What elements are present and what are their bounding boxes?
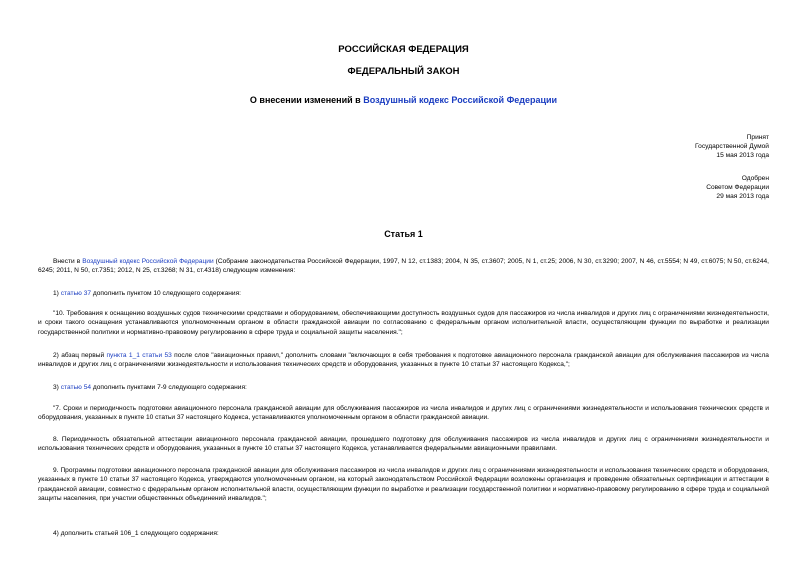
quote-point-8: 8. Периодичность обязательной аттестации авиационного персонала гражданской авиации, прошедшего подготовку для обслуживания пассажиров из числа инвалидов и других лиц с ограничениями жизнедеятельности и использования технических средств и оборудования, указанных в пункте 10 статьи 37 настоящего Кодекса, устанавливается федеральными авиационными правилами.: [38, 436, 769, 453]
air-code-link[interactable]: Воздушный кодекс Российской Федерации: [363, 95, 558, 105]
item-3-rest: дополнить пунктами 7-9 следующего содержания:: [91, 384, 247, 391]
quote-point-9: 9. Программы подготовки авиационного персонала гражданской авиации для обслуживания пассажиров из числа инвалидов и других лиц с ограничениями жизнедеятельности и использования технических средств и оборудования, указанных в пункте 10 статьи 37 настоящего Кодекса, утверждаются уполномоченным органом, на который законодательством Российской Федерации возложены организация и проведение обязательных сертификации и аттестации в гражданской авиации, совместно с федеральным органом исполнительной власти, осуществляющим функции по выработке и реализации государственной политики и нормативно-правовому регулированию в сфере труда и социальной защиты населения, при участии общественных объединений инвалидов.";: [38, 467, 769, 503]
item-4: 4) дополнить статьей 106_1 следующего содержания:: [53, 530, 219, 537]
law-title: [0, 95, 807, 105]
article-53-link[interactable]: пункта 1_1 статьи 53: [106, 352, 172, 359]
accepted-by: Государственной Думой: [695, 143, 769, 150]
law-type-heading: ФЕДЕРАЛЬНЫЙ ЗАКОН: [347, 66, 460, 77]
item-3-prefix: 3): [53, 384, 61, 391]
item-2-prefix: 2) абзац первый: [53, 352, 107, 359]
approved-label: Одобрен: [741, 175, 769, 182]
article-54-link[interactable]: статью 54: [60, 384, 92, 391]
accepted-date: 15 мая 2013 года: [716, 152, 769, 159]
item-3: [38, 383, 769, 392]
article-heading: Статья 1: [384, 229, 423, 239]
accepted-block: [695, 133, 769, 160]
law-title-prefix: О внесении изменений в: [249, 95, 364, 105]
quote-point-10: "10. Требования к оснащению воздушных судов техническими средствами и оборудованием, обеспечивающими доступность воздушных судов для пассажиров из числа инвалидов и других лиц с ограничениями жизнедеятельности, и сроки такого оснащения устанавливаются уполномоченным органом в области гражданской авиации по согласованию с федеральным органом исполнительной власти, осуществляющим функции по выработке и реализации государственной политики и нормативно-правовому регулированию в сфере труда и социальной защиты населения.";: [38, 310, 769, 336]
intro-prefix: Внести в: [53, 258, 83, 265]
quote-point-7: "7. Сроки и периодичность подготовки авиационного персонала гражданской авиации для обслуживания пассажиров из числа инвалидов и других лиц с ограничениями жизнедеятельности и использования технических средств и оборудования, указанных в пункте 10 статьи 37 настоящего Кодекса, устанавливаются уполномоченным органом в области гражданской авиации.: [38, 405, 769, 422]
intro-paragraph: [38, 257, 769, 276]
approved-date: 29 мая 2013 года: [716, 193, 769, 200]
item-2: [38, 351, 769, 370]
country-heading: РОССИЙСКАЯ ФЕДЕРАЦИЯ: [338, 44, 469, 55]
intro-air-code-link[interactable]: Воздушный кодекс Российской Федерации: [82, 258, 214, 265]
approved-block: [706, 174, 769, 201]
accepted-label: Принят: [746, 134, 769, 141]
approved-by: Советом Федерации: [706, 184, 769, 191]
item-1-prefix: 1): [53, 290, 61, 297]
intro-rest: (Собрание законодательства Российской Федерации, 1997, N 12, ст.1383; 2004, N 35, ст.3607; 2005, N 1, ст.25; 2006, N 30, ст.3290; 2007, N 46, ст.5554; N 49, ст.6075; N 50, ст.6244, 6245; 2011, N 50, ст.7351; 2012, N 25, ст.3268; N 31, ст.4318) следующие изменения:: [38, 258, 770, 275]
item-1-rest: дополнить пунктом 10 следующего содержания:: [91, 290, 241, 297]
article-37-link[interactable]: статью 37: [60, 290, 92, 297]
item-1: [38, 289, 769, 298]
item-2-rest: после слов "авиационных правил," дополнить словами "включающих в себя требования к подготовке авиационного персонала гражданской авиации для обслуживания пассажиров из числа инвалидов и других лиц с ограничениями жизнедеятельности и использования технических средств и оборудования, указанных в пункте 10 статьи 37 настоящего Кодекса,";: [38, 352, 769, 369]
